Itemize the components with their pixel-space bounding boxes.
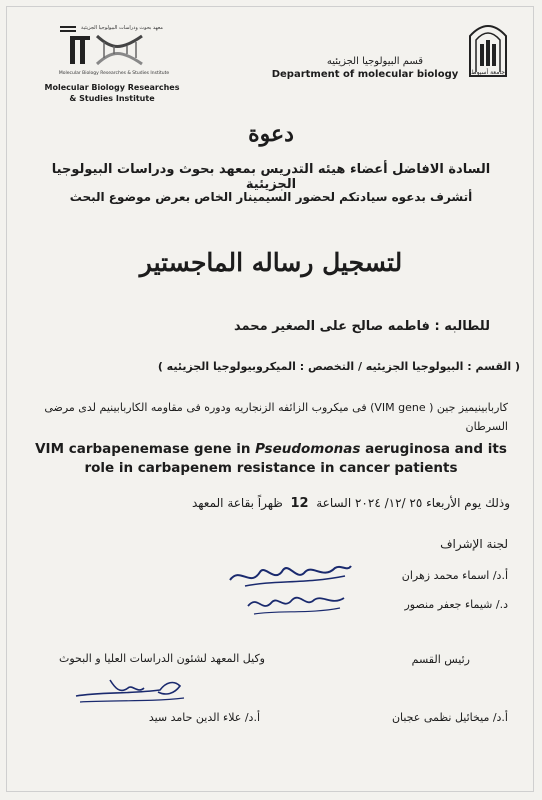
institute-name-line1: Molecular Biology Researches: [44, 83, 180, 92]
invitation-title: دعوة: [248, 121, 294, 147]
invitation-line2: أتشرف بدعوه سيادتكم لحضور السيمينار الخاص بعرض موضوع البحث: [69, 190, 473, 204]
svg-text:Molecular Biology Researches &: Molecular Biology Researches & Studies Institute: [58, 71, 170, 76]
schedule-hour: 12: [290, 496, 309, 511]
supervisor-2-signature: [240, 588, 350, 620]
schedule-line: [100, 496, 510, 511]
vice-dean-name: أ.د/ علاء الدين حامد سيد: [148, 711, 260, 724]
topic-english: [30, 440, 512, 478]
department-ar: قسم البيولوجيا الجزيئيه: [326, 56, 424, 67]
university-logo: [466, 16, 510, 80]
committee-title: لجنة الإشراف: [440, 537, 508, 551]
head-of-department-title: رئيس القسم: [411, 653, 470, 666]
supervisor-2: د./ شيماء جعفر منصور: [404, 598, 508, 611]
registration-heading: لتسجيل رساله الماجستير: [139, 248, 403, 277]
institute-logo: [42, 22, 182, 104]
head-of-department-name: أ.د/ ميخائيل نظمى عجبان: [391, 711, 508, 724]
topic-english-italic: Pseudomonas: [255, 441, 361, 457]
schedule-start: وذلك يوم الأربعاء ٢٥ /١٢/ ٢٠٢٤ الساعة: [316, 496, 510, 510]
svg-text:معهد بحوث ودراسات البيولوجيا ا: معهد بحوث ودراسات البيولوجيا الجزيئية: [81, 25, 163, 31]
topic-english-part1: VIM carbapenemase gene in: [35, 441, 256, 457]
topic-arabic: كاربابينيميز جين ( VIM gene) فى ميكروب الزائفه الزنجاريه ودوره فى مقاومه الكاربابينيم لدى مرضى السرطان: [44, 401, 508, 433]
svg-text:جامعة أسيوط: جامعة أسيوط: [471, 69, 505, 76]
university-emblem-icon: [466, 16, 510, 80]
vice-dean-signature: [70, 672, 190, 708]
invitation-line1: السادة الافاضل أعضاء هيئه التدريس بمعهد بحوث ودراسات البيولوجيا الجزيئية: [51, 162, 491, 192]
dna-logo-icon: [42, 22, 182, 78]
vice-dean-title: وكيل المعهد لشئون الدراسات العليا و البحوث: [58, 652, 265, 665]
supervisor-1: أ.د/ اسماء محمد زهران: [401, 569, 508, 582]
institute-name-line2: & Studies Institute: [69, 94, 155, 103]
topic-english-part2: aeruginosa and its role in carbapenem resistance in cancer patients: [84, 441, 507, 476]
supervisor-1-signature: [225, 558, 355, 592]
schedule-end: ظهراً بقاعة المعهد: [191, 496, 283, 510]
department-en: Department of molecular biology: [271, 69, 459, 80]
student-department-line: ( القسم : البيولوجيا الجزيئيه / التخصص : الميكروبيولوجيا الجزيئيه ): [157, 360, 520, 373]
student-line: للطالبه : فاطمه صالح على الصغير محمد: [234, 319, 490, 334]
